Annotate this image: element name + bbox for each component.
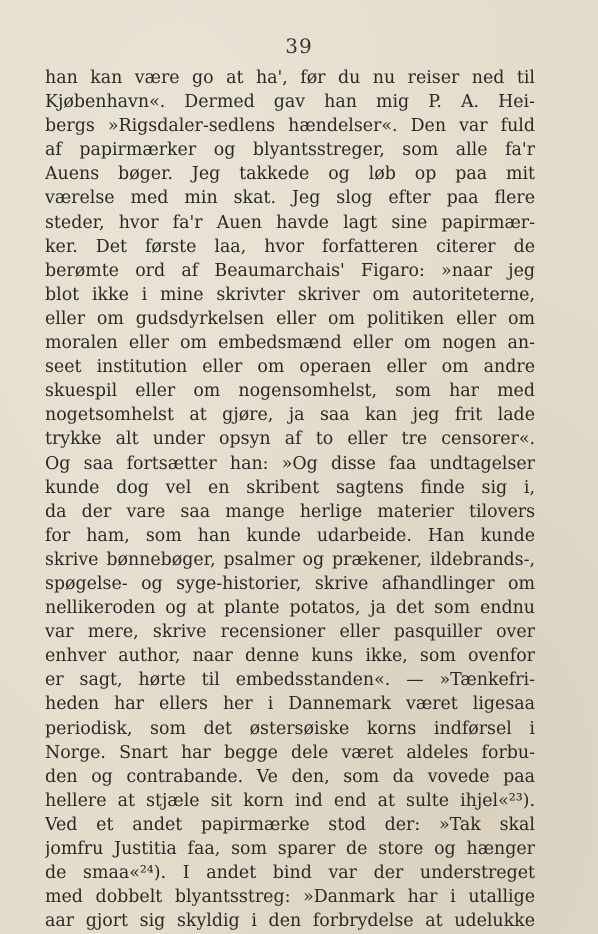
text-line: skuespil eller om nogensomhelst, som har med <box>45 381 535 402</box>
text-line: nogetsomhelst at gjøre, ja saa kan jeg frit lade <box>45 405 535 426</box>
text-line: Og saa fortsætter han: »Og disse faa undtagelser <box>45 453 535 474</box>
text-line: enhver author, naar denne kuns ikke, som ovenfor <box>45 646 535 667</box>
text-line: ker. Det første laa, hvor forfatteren citerer de <box>45 236 535 257</box>
text-line: de smaa«²⁴). I andet bind var der understreget <box>45 863 535 884</box>
text-line: for ham, som han kunde udarbeide. Han kunde <box>45 525 535 546</box>
text-line: Ved et andet papirmærke stod der: »Tak skal <box>45 814 535 835</box>
text-line: den og contrabande. Ve den, som da vovede paa <box>45 766 535 787</box>
text-line: spøgelse- og syge-historier, skrive afhandlinger om <box>45 573 535 594</box>
text-line: hellere at stjæle sit korn ind end at sulte ihjel«²³). <box>45 790 535 811</box>
text-line: skrive bønnebøger, psalmer og prækener, ildebrands-, <box>45 549 535 570</box>
text-line: er sagt, hørte til embedsstanden«. — »Tænkefri- <box>45 670 535 691</box>
text-line: Norge. Snart har begge dele været aldeles forbu- <box>45 742 535 763</box>
page-number: 39 <box>285 34 313 58</box>
text-line: aar gjort sig skyldig i den forbrydelse at udelukke <box>45 911 535 932</box>
text-line: moralen eller om embedsmænd eller om nogen an- <box>45 333 535 354</box>
text-line: jomfru Justitia faa, som sparer de store og hænger <box>45 839 535 859</box>
text-line: han kan være go at ha', før du nu reiser ned til <box>45 68 535 88</box>
text-line: eller om gudsdyrkelsen eller om politiken eller om <box>45 308 535 329</box>
text-line: steder, hvor fa'r Auen havde lagt sine papirmær- <box>45 212 535 233</box>
body-text <box>45 66 535 933</box>
text-line: var mere, skrive recensioner eller pasquiller over <box>45 622 535 643</box>
text-line: periodisk, som det østersøiske korns indførsel i <box>45 718 535 739</box>
text-line: trykke alt under opsyn af to eller tre censorer«. <box>45 429 535 450</box>
text-line: bergs »Rigsdaler-sedlens hændelser«. Den var fuld <box>45 116 535 137</box>
text-line: Auens bøger. Jeg takkede og løb op paa mit <box>45 164 535 185</box>
text-line: værelse med min skat. Jeg slog efter paa flere <box>45 188 535 209</box>
text-line: kunde dog vel en skribent sagtens finde sig i, <box>45 477 535 498</box>
text-line: af papirmærker og blyantsstreger, som alle fa'r <box>45 140 535 161</box>
text-line: med dobbelt blyantsstreg: »Danmark har i utallige <box>45 887 535 908</box>
text-line: berømte ord af Beaumarchais' Figaro: »naar jeg <box>45 260 535 281</box>
text-line: blot ikke i mine skrivter skriver om autoriteterne, <box>45 284 535 305</box>
text-line: heden har ellers her i Dannemark været ligesaa <box>45 694 535 715</box>
text-line: Kjøbenhavn«. Dermed gav han mig P. A. Hei- <box>45 92 535 113</box>
text-line: nellikeroden og at plante potatos, ja det som endnu <box>45 598 535 619</box>
text-line: da der vare saa mange herlige materier tilovers <box>45 501 535 522</box>
text-line: seet institution eller om operaen eller om andre <box>45 357 535 378</box>
